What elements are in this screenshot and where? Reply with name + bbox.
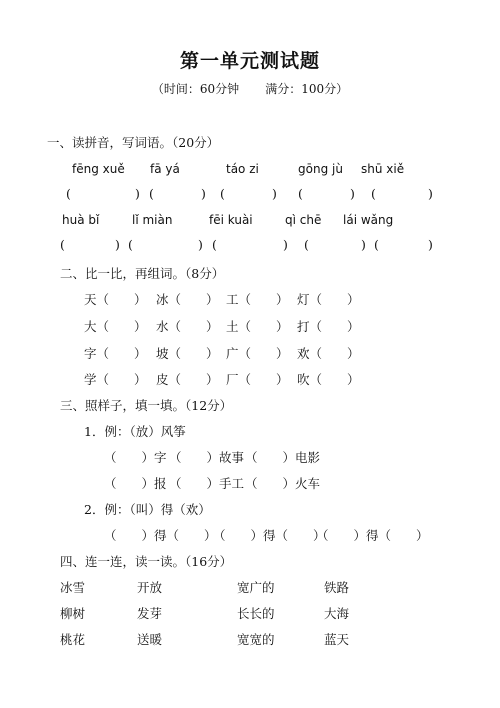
exam-info (0, 80, 500, 97)
paren-open: ( (371, 186, 376, 201)
paren-open: ( (212, 237, 217, 252)
paren-open: ( (374, 237, 379, 252)
compare-item: 冰（ ） (156, 292, 219, 307)
compare-item: 皮（ ） (156, 372, 219, 387)
pinyin-item: fēi kuài (209, 213, 253, 227)
match-word: 发芽 (137, 606, 163, 621)
paren-close: ) (272, 186, 277, 201)
match-word: 宽宽的 (237, 632, 275, 647)
match-word: 宽广的 (237, 580, 275, 595)
fill-item: （ ）得（ ） (104, 528, 217, 543)
match-word: 柳树 (60, 606, 86, 621)
fill-item: （ ）得（ ） (316, 528, 429, 543)
match-word: 冰雪 (60, 580, 86, 595)
compare-item: 广（ ） (226, 346, 289, 361)
time-limit: （时间：60分钟 (151, 82, 240, 96)
example-1: 1．例：（放）风筝 (84, 424, 186, 439)
pinyin-item: fēng xuě (72, 162, 125, 176)
pinyin-item: qì chē (285, 213, 322, 227)
compare-item: 坡（ ） (156, 346, 219, 361)
paren-close: ) (428, 237, 433, 252)
fill-item: （ ）得（ ） (213, 528, 326, 543)
compare-item: 土（ ） (226, 319, 289, 334)
match-word: 蓝天 (324, 632, 350, 647)
section-4-heading: 四、连一连，读一读。（16分） (60, 554, 233, 569)
compare-item: 水（ ） (156, 319, 219, 334)
compare-item: 打（ ） (297, 319, 360, 334)
paren-close: ) (428, 186, 433, 201)
section-2-heading: 二、比一比，再组词。（8分） (60, 266, 225, 281)
compare-item: 工（ ） (226, 292, 289, 307)
compare-item: 灯（ ） (297, 292, 360, 307)
full-score: 满分：100分） (265, 82, 349, 96)
compare-item: 厂（ ） (226, 372, 289, 387)
pinyin-item: táo zi (226, 162, 259, 176)
paren-open: ( (304, 237, 309, 252)
fill-item: （ ）故事 (169, 450, 245, 465)
pinyin-item: shū xiě (361, 162, 405, 176)
fill-item: （ ）手工 (169, 476, 245, 491)
example-2: 2．例：（叫）得（欢） (84, 502, 211, 517)
pinyin-item: lǐ miàn (132, 213, 173, 227)
match-word: 桃花 (60, 632, 86, 647)
paren-close: ) (135, 186, 140, 201)
match-word: 铁路 (324, 580, 350, 595)
compare-item: 学（ ） (84, 372, 147, 387)
fill-item: （ ）电影 (245, 450, 321, 465)
paren-open: ( (60, 237, 65, 252)
paren-close: ) (361, 237, 366, 252)
compare-item: 天（ ） (84, 292, 147, 307)
match-word: 大海 (324, 606, 350, 621)
fill-item: （ ）字 (104, 450, 167, 465)
match-word: 开放 (137, 580, 163, 595)
fill-item: （ ）火车 (245, 476, 321, 491)
paren-close: ) (201, 186, 206, 201)
paren-open: ( (66, 186, 71, 201)
compare-item: 欢（ ） (297, 346, 360, 361)
section-3-heading: 三、照样子，填一填。（12分） (60, 398, 233, 413)
paren-open: ( (298, 186, 303, 201)
paren-open: ( (149, 186, 154, 201)
paren-open: ( (128, 237, 133, 252)
paren-close: ) (115, 237, 120, 252)
match-word: 送暖 (137, 632, 163, 647)
compare-item: 字（ ） (84, 346, 147, 361)
fill-item: （ ）报 (104, 476, 167, 491)
page-title: 第一单元测试题 (179, 50, 320, 72)
compare-item: 大（ ） (84, 319, 147, 334)
paren-close: ) (198, 237, 203, 252)
pinyin-item: lái wǎng (343, 213, 394, 227)
pinyin-item: huà bǐ (62, 213, 100, 227)
paren-close: ) (350, 186, 355, 201)
paren-open: ( (220, 186, 225, 201)
pinyin-item: gōng jù (298, 162, 343, 176)
section-1-heading: 一、读拼音，写词语。（20分） (47, 135, 220, 150)
paren-close: ) (283, 237, 288, 252)
match-word: 长长的 (237, 606, 275, 621)
compare-item: 吹（ ） (297, 372, 360, 387)
pinyin-item: fā yá (150, 162, 180, 176)
